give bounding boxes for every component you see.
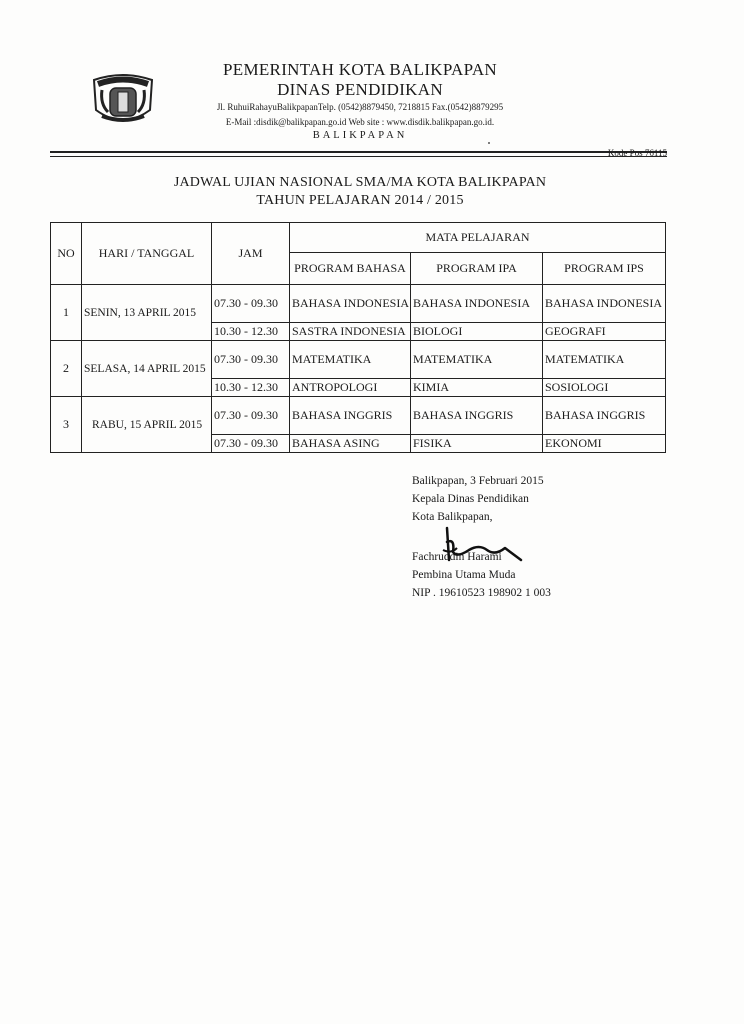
row-ips	[543, 397, 666, 453]
row-bahasa	[290, 397, 411, 453]
subject-ipa-2: KIMIA	[411, 378, 542, 396]
signatory-nip: NIP . 19610523 198902 1 003	[412, 587, 551, 599]
subject-ips-1: BAHASA INGGRIS	[545, 408, 646, 422]
subject-ips-2: EKONOMI	[543, 434, 665, 452]
document-title: JADWAL UJIAN NASIONAL SMA/MA KOTA BALIKPAPAN	[173, 175, 547, 190]
subject-bahasa-1: BAHASA INGGRIS	[292, 408, 393, 422]
table-row	[51, 285, 666, 341]
header-no: NO	[51, 223, 82, 285]
time-slot-2: 10.30 - 12.30	[212, 378, 289, 396]
time-slot-1: 07.30 - 09.30	[214, 352, 278, 366]
exam-schedule-table	[50, 222, 666, 453]
time-slot-2: 07.30 - 09.30	[212, 434, 289, 452]
row-ips	[543, 341, 666, 397]
handwritten-signature	[435, 520, 525, 570]
signatory-name: Fachruddin Harami	[412, 551, 502, 563]
header-program-ipa: PROGRAM IPA	[411, 253, 543, 285]
header-day-date: HARI / TANGGAL	[82, 223, 212, 285]
subject-bahasa-2: ANTROPOLOGI	[290, 378, 410, 396]
subject-ipa-2: BIOLOGI	[411, 322, 542, 340]
row-bahasa	[290, 341, 411, 397]
subject-bahasa-2: SASTRA INDONESIA	[290, 322, 410, 340]
city-name: BALIKPAPAN	[312, 130, 408, 141]
org-name-line1: PEMERINTAH KOTA BALIKPAPAN	[223, 60, 497, 79]
header-time: JAM	[212, 223, 290, 285]
time-slot-2: 10.30 - 12.30	[212, 322, 289, 340]
header-program-bahasa: PROGRAM BAHASA	[290, 253, 411, 285]
signature-region: Kota Balikpapan,	[412, 511, 493, 523]
time-slot-1: 07.30 - 09.30	[214, 408, 278, 422]
subject-ips-1: BAHASA INDONESIA	[545, 296, 663, 310]
row-times	[212, 397, 290, 453]
row-ips	[543, 285, 666, 341]
city-emblem-logo	[88, 70, 158, 128]
header-subjects: MATA PELAJARAN	[290, 223, 666, 253]
row-bahasa	[290, 285, 411, 341]
row-times	[212, 341, 290, 397]
subject-ipa-1: BAHASA INGGRIS	[413, 408, 514, 422]
subject-ips-2: GEOGRAFI	[543, 322, 665, 340]
row-number: 1	[51, 285, 82, 341]
row-number: 2	[51, 341, 82, 397]
address-line1: Jl. RuhuiRahayuBalikpapanTelp. (0542)8879450, 7218815 Fax.(0542)8879295	[216, 102, 504, 112]
stray-dot	[488, 142, 490, 144]
postcode: Kode Pos 76115	[607, 148, 667, 158]
subject-ips-2: SOSIOLOGI	[543, 378, 665, 396]
header-program-ips: PROGRAM IPS	[543, 253, 666, 285]
subject-bahasa-1: BAHASA INDONESIA	[292, 296, 410, 310]
document-subtitle: TAHUN PELAJARAN 2014 / 2015	[256, 193, 464, 208]
row-day-date: SELASA, 14 APRIL 2015	[82, 341, 212, 397]
subject-ipa-1: BAHASA INDONESIA	[413, 296, 531, 310]
subject-ipa-2: FISIKA	[411, 434, 542, 452]
letterhead	[0, 0, 744, 170]
row-times	[212, 285, 290, 341]
row-ipa	[411, 397, 543, 453]
table-row	[51, 341, 666, 397]
subject-bahasa-1: MATEMATIKA	[292, 352, 372, 366]
row-ipa	[411, 341, 543, 397]
signature-position: Kepala Dinas Pendidikan	[412, 493, 529, 505]
signatory-rank: Pembina Utama Muda	[412, 569, 516, 581]
table-row	[51, 397, 666, 453]
subject-ips-1: MATEMATIKA	[545, 352, 625, 366]
row-day-date: SENIN, 13 APRIL 2015	[82, 285, 212, 341]
signature-place-date: Balikpapan, 3 Februari 2015	[412, 475, 544, 487]
time-slot-1: 07.30 - 09.30	[214, 296, 278, 310]
row-ipa	[411, 285, 543, 341]
subject-ipa-1: MATEMATIKA	[413, 352, 493, 366]
row-day-date: RABU, 15 APRIL 2015	[82, 397, 212, 453]
address-line2: E-Mail :disdik@balikpapan.go.id Web site : www.disdik.balikpapan.go.id.	[225, 117, 495, 127]
subject-bahasa-2: BAHASA ASING	[290, 434, 410, 452]
org-name-line2: DINAS PENDIDIKAN	[277, 80, 443, 99]
row-number: 3	[51, 397, 82, 453]
